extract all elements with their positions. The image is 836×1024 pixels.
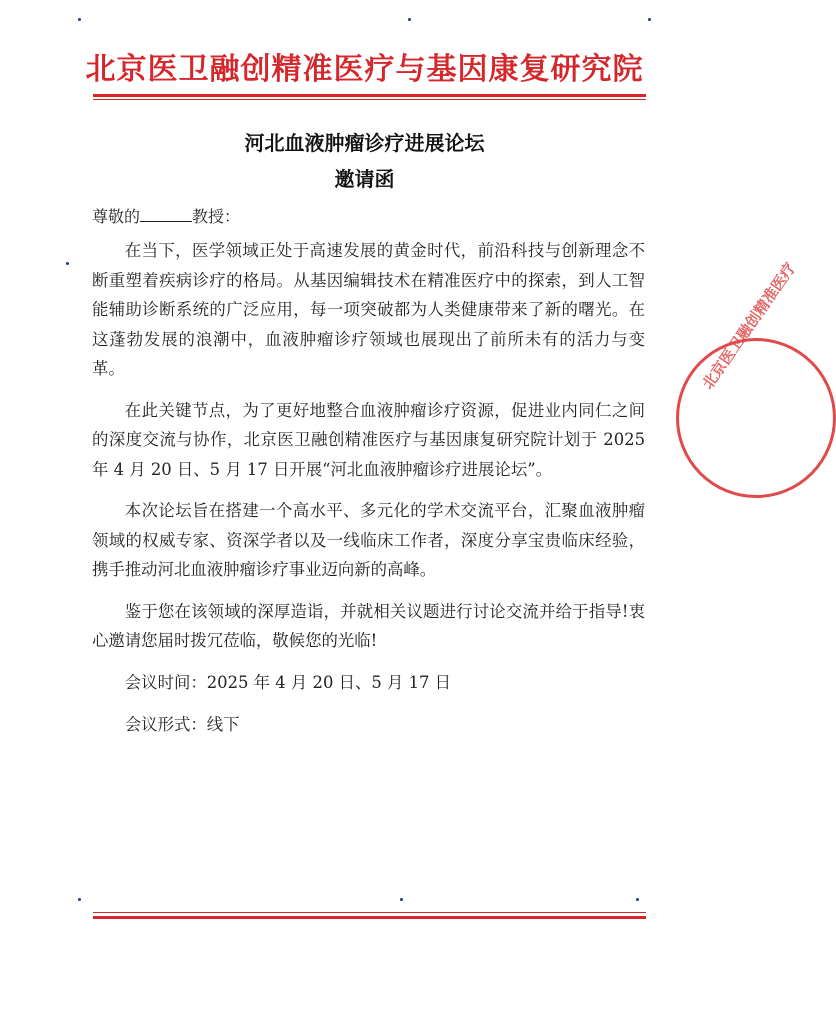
header-rule-thin	[93, 99, 646, 100]
salutation-prefix: 尊敬的	[92, 207, 141, 226]
scan-speck	[636, 898, 639, 901]
official-seal	[676, 259, 836, 498]
scan-speck	[66, 262, 69, 265]
letterhead-title: 北京医卫融创精准医疗与基因康复研究院	[85, 52, 644, 87]
paragraph: 在当下，医学领域正处于高速发展的黄金时代，前沿科技与创新理念不断重塑着疾病诊疗的格局。从基因编辑技术在精准医疗中的探索，到人工智能辅助诊断系统的广泛应用，每一项突破都为人类健康带来了新的曙光。在这蓬勃发展的浪潮中，血液肿瘤诊疗领域也展现出了前所未有的活力与变革。	[92, 241, 645, 378]
paragraph: 鉴于您在该领域的深厚造诣，并就相关议题进行讨论交流并给于指导!衷心邀请您届时拨冗莅临，敬候您的光临!	[92, 601, 645, 650]
letter-body	[92, 236, 645, 753]
scan-speck	[78, 18, 81, 21]
header-rule-thick	[93, 94, 646, 97]
scan-speck	[78, 898, 81, 901]
document-title: 河北血液肿瘤诊疗进展论坛	[244, 131, 485, 155]
footer-rule-thin	[93, 912, 646, 913]
meeting-format: 会议形式：线下	[124, 715, 240, 734]
salutation	[92, 204, 240, 227]
seal-text: 北京医卫融创精准医疗	[698, 259, 800, 393]
footer-rule-thick	[93, 916, 646, 919]
name-blank	[140, 207, 192, 222]
salutation-suffix: 教授：	[192, 207, 241, 226]
meeting-time: 会议时间：2025 年 4 月 20 日、5 月 17 日	[124, 672, 452, 692]
scan-speck	[408, 18, 411, 21]
scan-speck	[400, 898, 403, 901]
paragraph: 在此关键节点，为了更好地整合血液肿瘤诊疗资源，促进业内同仁之间的深度交流与协作，北京医卫融创精准医疗与基因康复研究院计划于 2025 年 4 月 20 日、5 月 17 日开展“河北血液肿瘤诊疗进展论坛”。	[92, 400, 645, 479]
paragraph: 本次论坛旨在搭建一个高水平、多元化的学术交流平台，汇聚血液肿瘤领域的权威专家、资深学者以及一线临床工作者，深度分享宝贵临床经验，携手推动河北血液肿瘤诊疗事业迈向新的高峰。	[92, 501, 645, 579]
scan-speck	[648, 18, 651, 21]
document-subtitle: 邀请函	[334, 167, 395, 191]
